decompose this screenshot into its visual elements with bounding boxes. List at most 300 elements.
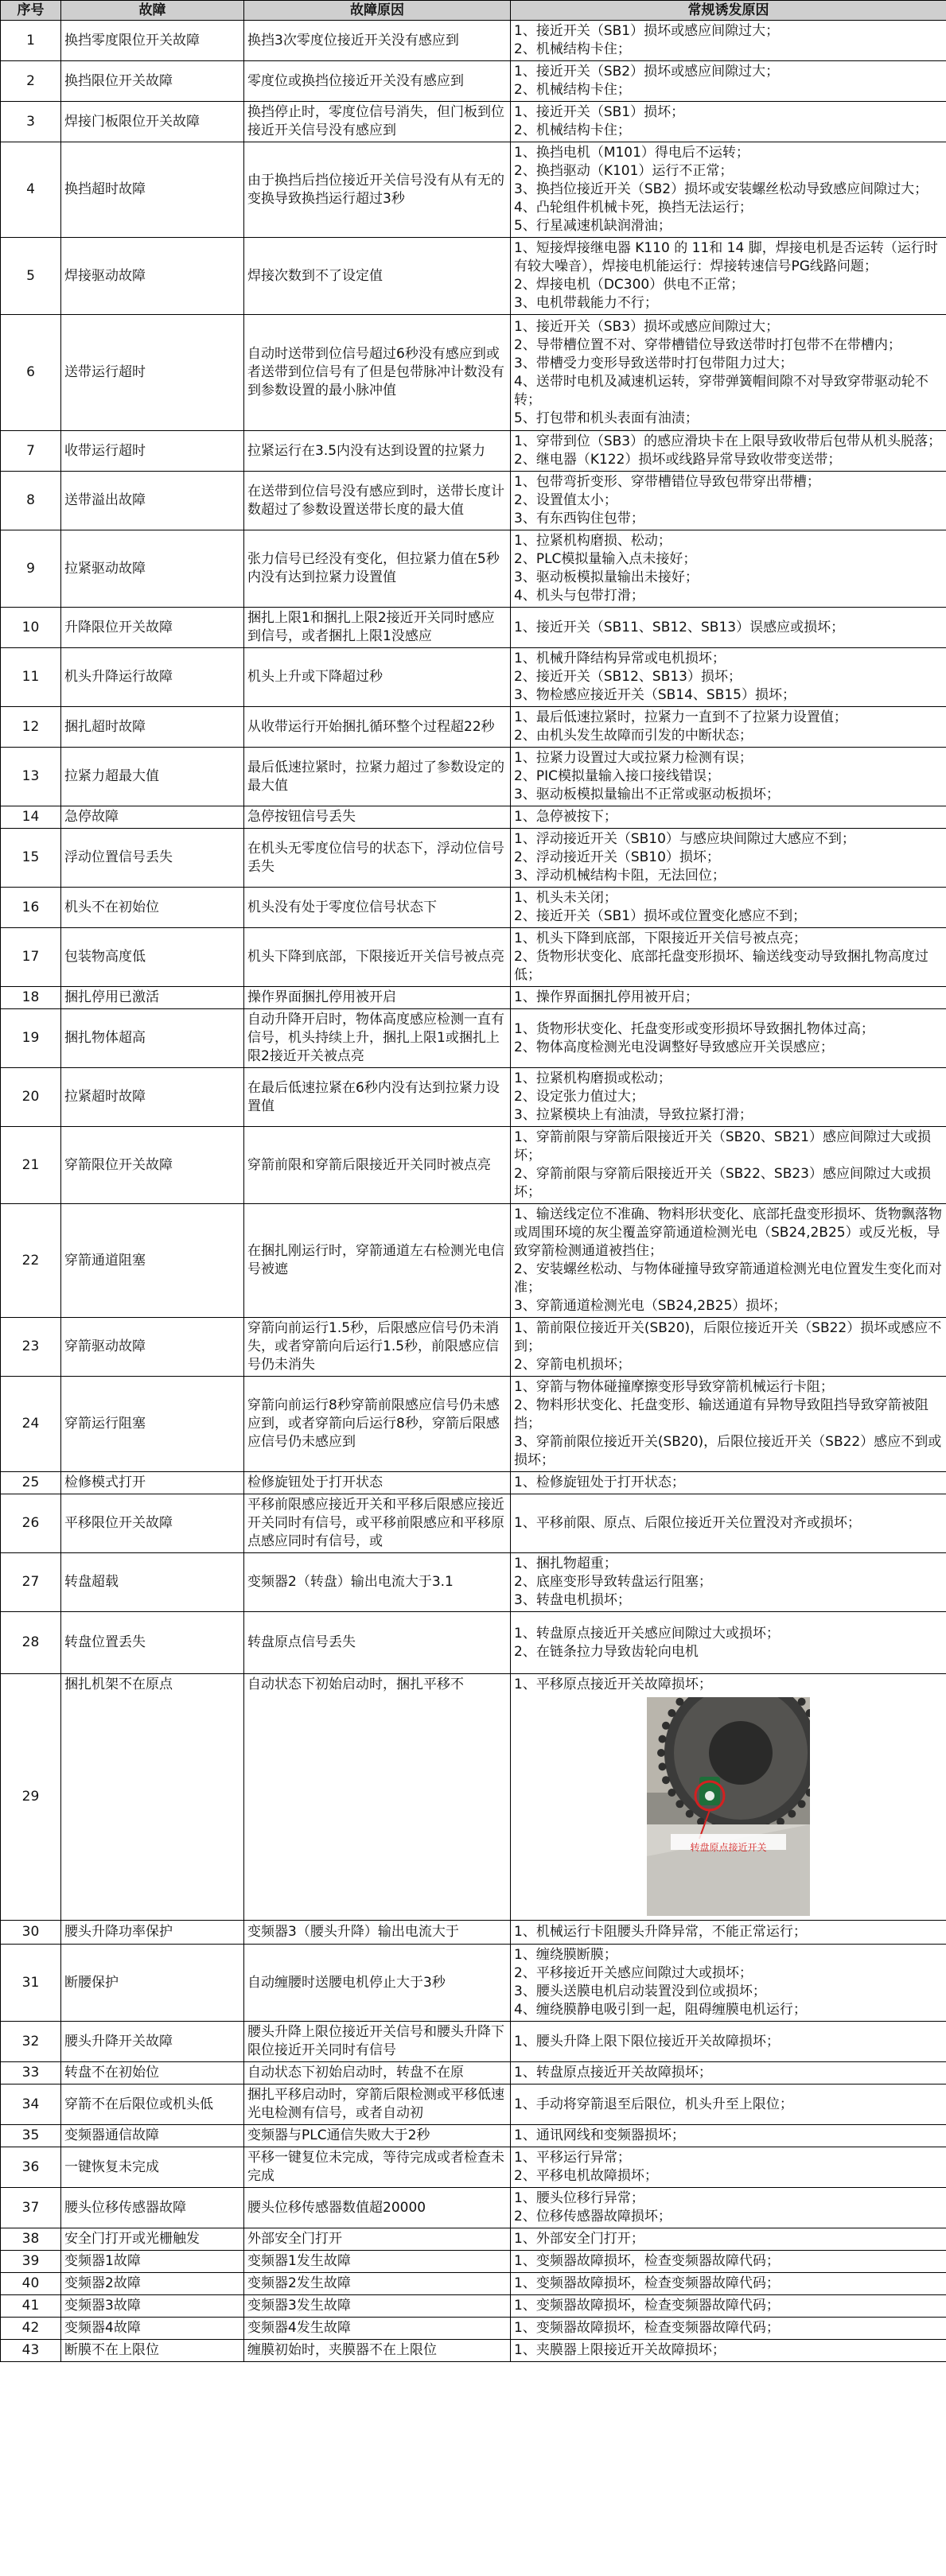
row-number: 40 [1,2273,61,2295]
fault-cause: 焊接次数到不了设定值 [244,238,511,315]
fault-cause: 在捆扎刚运行时，穿箭通道左右检测光电信号被遮 [244,1204,511,1318]
reason-line: 4、凸轮组件机械卡死，换挡无法运行； [514,200,753,216]
table-row [1,2295,946,2318]
row-number: 38 [1,2228,61,2251]
reason-line: 2、设定张力值过大； [514,1089,644,1105]
reason-line: 1、接近开关（SB1）损坏； [514,104,685,120]
fault-cause: 平移一键复位未完成，等待完成或者检查未完成 [244,2147,511,2188]
table-row [1,1204,946,1318]
fault-name: 焊接门板限位开关故障 [61,102,244,142]
common-reasons [511,21,946,61]
reason-line: 5、打包带和机头表面有油渍； [514,410,699,426]
reason-line: 2、机械结构卡住； [514,41,631,57]
reason-line: 2、安装螺丝松动、与物体碰撞导致穿箭通道检测光电位置发生变化而对准； [514,1261,942,1296]
fault-cause: 张力信号已经没有变化，但拉紧力值在5秒内没有达到拉紧力设置值 [244,530,511,608]
table-row [1,1377,946,1472]
table-row [1,748,946,806]
row-number: 3 [1,102,61,142]
fault-cause: 操作界面捆扎停用被开启 [244,987,511,1009]
reason-line: 1、夹膜器上限接近开关故障损坏； [514,2342,726,2358]
fault-cause: 外部安全门打开 [244,2228,511,2251]
table-row [1,21,946,61]
fault-cause: 变频器与PLC通信失败大于2秒 [244,2125,511,2147]
reason-line: 1、腰头升降上限下限位接近开关故障损坏； [514,2033,780,2050]
table-row [1,2318,946,2340]
table-row [1,142,946,238]
reason-line: 3、穿箭通道检测光电（SB24,2B25）损坏； [514,1298,787,1314]
reason-line: 1、输送线定位不准确、物料形状变化、底部托盘变形损坏、货物飘落物或周围环境的灰尘覆盖穿箭通道检测光电（SB24,2B25）或反光板，导致穿箭检测通道被挡住； [514,1206,942,1259]
row-number: 12 [1,707,61,748]
reason-line: 2、平移接近开关感应间隙过大或损坏； [514,1965,753,1981]
table-row [1,888,946,928]
reason-line: 4、机头与包带打滑； [514,588,644,604]
fault-cause: 自动升降开启时，物体高度感应检测一直有信号，机头持续上升，捆扎上限1或捆扎上限2接近开关被点亮 [244,1009,511,1068]
table-row [1,61,946,102]
row-number: 19 [1,1009,61,1068]
reason-line: 1、浮动接近开关（SB10）与感应块间隙过大感应不到； [514,831,855,847]
reason-line: 3、驱动板模拟量输出未接好； [514,569,699,585]
row-number: 33 [1,2062,61,2085]
common-reasons [511,1921,946,1945]
row-number: 29 [1,1674,61,1921]
reason-line: 2、平移电机故障损坏； [514,2168,658,2184]
row-number: 16 [1,888,61,928]
common-reasons [511,608,946,648]
reason-line: 2、焊接电机（DC300）供电不正常； [514,277,745,293]
common-reasons [511,2340,946,2362]
reason-line: 1、手动将穿箭退至后限位，机头升至上限位； [514,2096,793,2112]
reason-line: 3、转盘电机损坏； [514,1592,631,1608]
fault-name: 换挡限位开关故障 [61,61,244,102]
table-row [1,1318,946,1377]
reason-line: 1、变频器故障损坏，检查变频器故障代码； [514,2320,780,2336]
row-number: 36 [1,2147,61,2188]
fault-name: 变频器3故障 [61,2295,244,2318]
row-number: 14 [1,806,61,829]
reason-line: 1、接近开关（SB3）损坏或感应间隙过大； [514,318,780,335]
fault-cause: 变频器1发生故障 [244,2251,511,2273]
row-number: 37 [1,2188,61,2228]
common-reasons [511,1612,946,1674]
row-number: 32 [1,2022,61,2062]
reason-line: 1、转盘原点接近开关故障损坏； [514,2065,712,2081]
reason-line: 3、驱动板模拟量输出不正常或驱动板损坏； [514,787,780,802]
reason-line: 1、穿箭与物体碰撞摩擦变形导致穿箭机械运行卡阻； [514,1379,834,1395]
reason-line: 1、变频器故障损坏，检查变频器故障代码； [514,2275,780,2291]
common-reasons [511,2273,946,2295]
table-row [1,1494,946,1553]
reason-line: 1、接近开关（SB1）损坏或感应间隙过大； [514,23,780,39]
reason-line: 2、穿箭前限与穿箭后限接近开关（SB22、SB23）感应间隙过大或损坏； [514,1166,931,1200]
reason-line: 1、包带弯折变形、穿带槽错位导致包带穿出带槽； [514,474,820,490]
fault-name: 浮动位置信号丢失 [61,829,244,888]
common-reasons [511,2188,946,2228]
row-number: 41 [1,2295,61,2318]
reason-line: 2、浮动接近开关（SB10）损坏； [514,849,720,865]
fault-name: 拉紧超时故障 [61,1068,244,1127]
common-reasons [511,2062,946,2085]
fault-cause: 换挡3次零度位接近开关没有感应到 [244,21,511,61]
fault-name: 穿箭限位开关故障 [61,1127,244,1204]
reason-line: 1、平移运行异常； [514,2150,631,2166]
fault-name: 拉紧力超最大值 [61,748,244,806]
reason-line: 2、继电器（K122）损坏或线路异常导致收带变送带； [514,452,842,468]
table-row [1,472,946,530]
row-number: 39 [1,2251,61,2273]
fault-cause: 检修旋钮处于打开状态 [244,1472,511,1494]
fault-rows [1,21,946,2362]
row-number: 8 [1,472,61,530]
reason-line: 3、穿箭前限位接近开关(SB20)，后限位接近开关（SB22）感应不到或损坏； [514,1434,942,1468]
reason-line: 2、由机头发生故障而引发的中断状态； [514,728,753,744]
fault-cause: 变频器4发生故障 [244,2318,511,2340]
table-row [1,238,946,315]
fault-name: 急停故障 [61,806,244,829]
common-reasons [511,2085,946,2125]
row-number: 11 [1,648,61,707]
fault-name: 捆扎停用已激活 [61,987,244,1009]
reason-line: 1、机械运行卡阻腰头升降异常，不能正常运行； [514,1924,807,1940]
reason-line: 1、最后低速拉紧时，拉紧力一直到不了拉紧力设置值； [514,709,847,725]
common-reasons [511,829,946,888]
common-reasons [511,748,946,806]
table-row [1,315,946,431]
fault-name: 升降限位开关故障 [61,608,244,648]
fault-name: 腰头位移传感器故障 [61,2188,244,2228]
table-row [1,608,946,648]
reason-line: 2、底座变形导致转盘运行阻塞； [514,1574,712,1590]
fault-cause: 变频器2（转盘）输出电流大于3.1 [244,1553,511,1612]
table-row [1,648,946,707]
common-reasons [511,102,946,142]
gear-sensor-photo [647,1697,810,1916]
reason-line: 1、外部安全门打开； [514,2231,644,2247]
row-number: 27 [1,1553,61,1612]
table-row [1,2125,946,2147]
fault-name: 穿箭驱动故障 [61,1318,244,1377]
row-number: 21 [1,1127,61,1204]
reason-line: 2、导带槽位置不对、穿带槽错位导致送带时打包带不在带槽内； [514,336,901,353]
row-number: 28 [1,1612,61,1674]
row-number: 25 [1,1472,61,1494]
row-number: 13 [1,748,61,806]
reason-line: 3、物检感应接近开关（SB14、SB15）损坏； [514,687,796,703]
reason-line: 1、机械升降结构异常或电机损坏； [514,651,726,666]
header-fault: 故障 [61,1,244,21]
fault-cause: 最后低速拉紧时，拉紧力超过了参数设定的最大值 [244,748,511,806]
table-row [1,928,946,987]
table-row [1,431,946,472]
reason-line: 1、货物形状变化、托盘变形或变形损坏导致捆扎物体过高； [514,1020,874,1037]
reason-line: 1、拉紧机构磨损或松动； [514,1070,672,1086]
common-reasons [511,928,946,987]
fault-name: 腰头升降开关故障 [61,2022,244,2062]
fault-name: 捆扎超时故障 [61,707,244,748]
table-row [1,1009,946,1068]
row-number: 24 [1,1377,61,1472]
row-number: 31 [1,1945,61,2022]
reason-line: 1、穿带到位（SB3）的感应滑块卡在上限导致收带后包带从机头脱落； [514,433,942,449]
fault-name: 穿箭通道阻塞 [61,1204,244,1318]
row-number: 20 [1,1068,61,1127]
common-reasons [511,1318,946,1377]
table-row [1,806,946,829]
common-reasons [511,1945,946,2022]
reason-line: 2、物料形状变化、托盘变形、输送通道有异物导致阻挡导致穿箭被阻挡； [514,1397,928,1432]
row-number: 42 [1,2318,61,2340]
common-reasons [511,431,946,472]
row-number: 9 [1,530,61,608]
fault-cause: 腰头升降上限位接近开关信号和腰头升降下限位接近开关同时有信号 [244,2022,511,2062]
reason-line: 1、检修旋钮处于打开状态； [514,1474,685,1490]
row-number: 4 [1,142,61,238]
common-reasons [511,2318,946,2340]
common-reasons [511,2295,946,2318]
common-reasons [511,1494,946,1553]
table-row [1,1553,946,1612]
common-reasons [511,2251,946,2273]
photo-caption: 转盘原点接近开关 [690,1842,767,1853]
common-reasons [511,2125,946,2147]
fault-name: 一键恢复未完成 [61,2147,244,2188]
table-row [1,1921,946,1945]
fault-cause: 机头上升或下降超过秒 [244,648,511,707]
reason-line: 4、送带时电机及减速机运转，穿带弹簧帽间隙不对导致穿带驱动轮不转； [514,373,928,408]
fault-name: 捆扎机架不在原点 [61,1674,244,1921]
table-row [1,1945,946,2022]
table-row [1,2188,946,2228]
reason-line: 2、穿箭电机损坏； [514,1357,631,1373]
fault-name: 腰头升降功率保护 [61,1921,244,1945]
fault-name: 送带运行超时 [61,315,244,431]
reason-line: 1、接近开关（SB2）损坏或感应间隙过大； [514,64,780,80]
row-number: 7 [1,431,61,472]
common-reasons [511,987,946,1009]
reason-line: 1、通讯网线和变频器损坏； [514,2127,685,2143]
reason-line: 1、机头下降到底部，下限接近开关信号被点亮； [514,931,807,946]
fault-name: 变频器4故障 [61,2318,244,2340]
fault-cause: 变频器3（腰头升降）输出电流大于 [244,1921,511,1945]
reason-line: 1、变频器故障损坏，检查变频器故障代码； [514,2253,780,2269]
fault-name: 换挡零度限位开关故障 [61,21,244,61]
table-row [1,987,946,1009]
common-reasons [511,1204,946,1318]
common-reasons [511,806,946,829]
fault-cause: 腰头位移传感器数值超20000 [244,2188,511,2228]
fault-cause: 在送带到位信号没有感应到时，送带长度计数超过了参数设置送带长度的最大值 [244,472,511,530]
table-row [1,2062,946,2085]
fault-cause: 捆扎平移启动时，穿箭后限检测或平移低速光电检测有信号，或者自动初 [244,2085,511,2125]
common-reasons [511,1674,946,1921]
reason-line: 3、浮动机械结构卡阻，无法回位； [514,868,726,884]
common-reasons [511,315,946,431]
reason-line: 2、接近开关（SB1）损坏或位置变化感应不到； [514,908,807,924]
photo-container [514,1694,943,1918]
fault-cause: 机头没有处于零度位信号状态下 [244,888,511,928]
fault-name: 捆扎物体超高 [61,1009,244,1068]
common-reasons [511,1127,946,1204]
fault-name: 转盘不在初始位 [61,2062,244,2085]
row-number: 23 [1,1318,61,1377]
header-no: 序号 [1,1,61,21]
reason-line: 3、带槽受力变形导致送带时打包带阻力过大； [514,355,793,371]
reason-line: 2、货物形状变化、底部托盘变形损坏、输送线变动导致捆扎物高度过低； [514,949,928,983]
table-row [1,1068,946,1127]
row-number: 35 [1,2125,61,2147]
row-number: 6 [1,315,61,431]
row-number: 43 [1,2340,61,2362]
table-row [1,829,946,888]
fault-cause: 自动状态下初始启动时，捆扎平移不 [244,1674,511,1921]
reason-line: 2、物体高度检测光电没调整好导致感应开关误感应； [514,1039,834,1055]
row-number: 17 [1,928,61,987]
fault-cause: 在机头无零度位信号的状态下，浮动位信号丢失 [244,829,511,888]
reason-line: 3、腰头送膜电机启动装置没到位或损坏； [514,1983,766,1999]
fault-cause: 变频器3发生故障 [244,2295,511,2318]
reason-line: 5、行星减速机缺润滑油； [514,218,672,234]
table-row [1,2147,946,2188]
reason-line: 3、拉紧模块上有油渍，导致拉紧打滑； [514,1107,753,1123]
common-reasons [511,2147,946,2188]
header-row [1,1,946,21]
common-reasons [511,648,946,707]
fault-cause: 在最后低速拉紧在6秒内没有达到拉紧力设置值 [244,1068,511,1127]
reason-line: 1、换挡电机（M101）得电后不运转； [514,145,749,161]
reason-line: 1、捆扎物超重； [514,1556,617,1572]
reason-line: 1、短接焊接继电器 K110 的 11和 14 脚，焊接电机是否运转（运行时有较大噪音），焊接电机能运行：焊接转速信号PG线路问题； [514,240,938,274]
fault-name: 拉紧驱动故障 [61,530,244,608]
fault-name: 包装物高度低 [61,928,244,987]
fault-cause: 缠膜初始时，夹膜器不在上限位 [244,2340,511,2362]
reason-line: 2、换挡驱动（K101）运行不正常； [514,163,734,179]
reason-line: 2、接近开关（SB12、SB13）损坏； [514,669,742,685]
common-reasons [511,2022,946,2062]
reason-line: 2、在链条拉力导致齿轮向电机 [514,1643,699,1660]
row-number: 5 [1,238,61,315]
fault-name: 穿箭不在后限位或机头低 [61,2085,244,2125]
table-row [1,2228,946,2251]
fault-cause: 变频器2发生故障 [244,2273,511,2295]
fault-cause: 穿箭向前运行8秒穿箭前限感应信号仍未感应到，或者穿箭向后运行8秒，穿箭后限感应信号仍未感应到 [244,1377,511,1472]
fault-name: 断膜不在上限位 [61,2340,244,2362]
common-reasons [511,1068,946,1127]
common-reasons [511,1009,946,1068]
table-row [1,2340,946,2362]
fault-name: 安全门打开或光栅触发 [61,2228,244,2251]
fault-cause: 穿箭向前运行1.5秒，后限感应信号仍未消失，或者穿箭向后运行1.5秒，前限感应信号仍未消失 [244,1318,511,1377]
fault-cause: 自动缠腰时送腰电机停止大于3秒 [244,1945,511,2022]
reason-line: 2、PLC模拟量输入点未接好； [514,551,697,567]
row-number: 30 [1,1921,61,1945]
fault-name: 收带运行超时 [61,431,244,472]
table-row [1,102,946,142]
reason-line: 2、机械结构卡住； [514,82,631,98]
reason-line: 1、操作界面捆扎停用被开启； [514,989,699,1005]
table-row [1,1127,946,1204]
reason-line: 4、缠绕膜静电吸引到一起，阻碍缠膜电机运行； [514,2002,807,2018]
reason-line: 2、PIC模拟量输入接口接线错误； [514,768,720,784]
common-reasons [511,61,946,102]
fault-name: 变频器1故障 [61,2251,244,2273]
row-number: 2 [1,61,61,102]
reason-line: 3、电机带载能力不行； [514,295,658,311]
fault-name: 转盘位置丢失 [61,1612,244,1674]
fault-name: 平移限位开关故障 [61,1494,244,1553]
fault-name: 变频器通信故障 [61,2125,244,2147]
common-reasons [511,2228,946,2251]
table-row [1,707,946,748]
reason-line: 1、平移原点接近开关故障损坏； [514,1677,712,1692]
fault-name: 换挡超时故障 [61,142,244,238]
table-row [1,530,946,608]
reason-line: 2、位移传感器故障损坏； [514,2209,672,2224]
common-reasons [511,142,946,238]
row-number: 18 [1,987,61,1009]
fault-cause: 转盘原点信号丢失 [244,1612,511,1674]
fault-cause: 零度位或换挡位接近开关没有感应到 [244,61,511,102]
reason-line: 1、平移前限、原点、后限位接近开关位置没对齐或损坏； [514,1515,861,1531]
reason-line: 2、设置值太小； [514,492,617,508]
fault-name: 变频器2故障 [61,2273,244,2295]
fault-cause: 自动时送带到位信号超过6秒没有感应到或者送带到位信号有了但是包带脉冲计数没有到参数设置的最小脉冲值 [244,315,511,431]
fault-name: 焊接驱动故障 [61,238,244,315]
reason-line: 1、腰头位移行异常； [514,2190,644,2206]
fault-cause: 换挡停止时，零度位信号消失，但门板到位接近开关信号没有感应到 [244,102,511,142]
common-reasons [511,1377,946,1472]
reason-line: 3、换挡位接近开关（SB2）损坏或安装螺丝松动导致感应间隙过大； [514,181,928,197]
fault-name: 转盘超载 [61,1553,244,1612]
fault-name: 检修模式打开 [61,1472,244,1494]
fault-name: 机头不在初始位 [61,888,244,928]
table-row [1,1472,946,1494]
common-reasons [511,1553,946,1612]
reason-line: 1、缠绕膜断膜； [514,1947,617,1963]
common-reasons [511,472,946,530]
table-row [1,2085,946,2125]
header-reason: 常规诱发原因 [511,1,946,21]
reason-line: 1、箭前限位接近开关(SB20)，后限位接近开关（SB22）损坏或感应不到； [514,1320,942,1354]
fault-name: 机头升降运行故障 [61,648,244,707]
fault-cause: 拉紧运行在3.5内没有达到设置的拉紧力 [244,431,511,472]
header-cause: 故障原因 [244,1,511,21]
row-number: 34 [1,2085,61,2125]
common-reasons [511,707,946,748]
row-number: 22 [1,1204,61,1318]
fault-name: 断腰保护 [61,1945,244,2022]
fault-cause: 平移前限感应接近开关和平移后限感应接近开关同时有信号，或平移前限感应和平移原点感应同时有信号，或 [244,1494,511,1553]
fault-name: 送带溢出故障 [61,472,244,530]
fault-name: 穿箭运行阻塞 [61,1377,244,1472]
reason-line: 1、拉紧机构磨损、松动； [514,533,672,549]
common-reasons [511,1472,946,1494]
reason-line: 1、急停被按下； [514,809,617,825]
common-reasons [511,530,946,608]
table-row [1,1612,946,1674]
common-reasons [511,238,946,315]
table-row [1,2022,946,2062]
reason-line: 1、穿箭前限与穿箭后限接近开关（SB20、SB21）感应间隙过大或损坏； [514,1129,931,1164]
fault-cause: 捆扎上限1和捆扎上限2接近开关同时感应到信号，或者捆扎上限1没感应 [244,608,511,648]
reason-line: 1、变频器故障损坏，检查变频器故障代码； [514,2298,780,2314]
table-row [1,2273,946,2295]
table-row [1,1674,946,1921]
reason-line: 1、机头未关闭； [514,890,617,906]
fault-cause: 自动状态下初始启动时，转盘不在原 [244,2062,511,2085]
reason-line: 1、转盘原点接近开关感应间隙过大或损坏； [514,1625,780,1642]
fault-cause: 穿箭前限和穿箭后限接近开关同时被点亮 [244,1127,511,1204]
table-row [1,2251,946,2273]
row-number: 10 [1,608,61,648]
